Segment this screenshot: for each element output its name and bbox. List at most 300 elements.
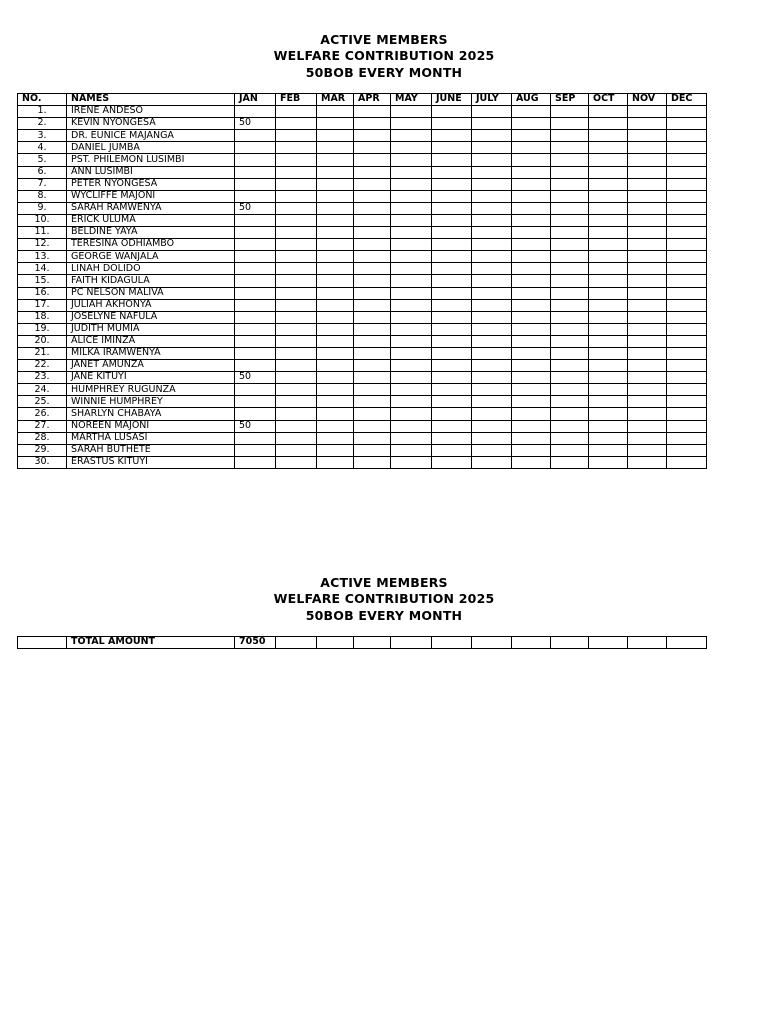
contribution-cell <box>391 202 432 214</box>
contribution-cell <box>432 202 472 214</box>
contribution-cell <box>667 214 707 226</box>
contribution-cell <box>354 178 391 190</box>
contribution-cell <box>551 251 589 263</box>
contribution-cell <box>472 251 512 263</box>
contribution-cell <box>551 263 589 275</box>
contribution-cell <box>276 142 317 154</box>
contribution-cell <box>354 202 391 214</box>
contribution-cell <box>354 323 391 335</box>
contribution-cell <box>512 178 551 190</box>
contribution-cell <box>628 166 667 178</box>
table-row <box>18 384 707 396</box>
contribution-cell <box>512 384 551 396</box>
member-number: 20. <box>18 335 67 347</box>
contribution-cell <box>276 347 317 359</box>
column-header: APR <box>354 94 391 106</box>
member-number: 10. <box>18 214 67 226</box>
contribution-cell <box>235 251 276 263</box>
contribution-cell <box>317 384 354 396</box>
contribution-cell <box>628 275 667 287</box>
contribution-cell <box>391 408 432 420</box>
contribution-cell <box>472 118 512 130</box>
member-name: SARAH BUTHETE <box>67 444 235 456</box>
contribution-cell <box>276 227 317 239</box>
contribution-cell <box>317 420 354 432</box>
contribution-cell <box>391 239 432 251</box>
column-header: SEP <box>551 94 589 106</box>
contribution-cell <box>276 323 317 335</box>
contribution-cell <box>551 444 589 456</box>
member-name: ERASTUS KITUYI <box>67 456 235 468</box>
contribution-cell <box>667 166 707 178</box>
member-name: NOREEN MAJONI <box>67 420 235 432</box>
contribution-cell <box>235 227 276 239</box>
contribution-cell <box>472 130 512 142</box>
table-row <box>18 251 707 263</box>
contribution-cell <box>317 154 354 166</box>
contribution-cell <box>354 456 391 468</box>
contribution-cell <box>432 396 472 408</box>
member-number: 1. <box>18 106 67 118</box>
contribution-cell <box>391 263 432 275</box>
heading-rate: 50BOB EVERY MONTH <box>305 64 463 80</box>
member-name: BELDINE YAYA <box>67 227 235 239</box>
contribution-cell <box>432 456 472 468</box>
contribution-cell <box>667 420 707 432</box>
contribution-cell <box>472 360 512 372</box>
total-amount-cell <box>432 637 472 649</box>
column-header: NO. <box>18 94 67 106</box>
contribution-cell <box>667 299 707 311</box>
document-heading <box>0 32 768 81</box>
contribution-cell <box>317 347 354 359</box>
contribution-cell <box>667 178 707 190</box>
contribution-cell <box>391 396 432 408</box>
contribution-cell <box>391 106 432 118</box>
contribution-cell <box>667 202 707 214</box>
member-number: 5. <box>18 154 67 166</box>
contribution-cell <box>667 142 707 154</box>
contribution-cell <box>432 130 472 142</box>
contribution-cell <box>551 214 589 226</box>
contribution-cell <box>235 408 276 420</box>
member-number: 8. <box>18 190 67 202</box>
contribution-cell <box>276 130 317 142</box>
contribution-cell <box>432 178 472 190</box>
total-amount-cell <box>354 637 391 649</box>
contribution-cell <box>276 311 317 323</box>
contribution-cell <box>589 239 628 251</box>
contribution-cell <box>472 396 512 408</box>
contribution-cell <box>432 384 472 396</box>
contribution-cell <box>512 166 551 178</box>
contribution-cell <box>472 227 512 239</box>
contribution-cell <box>512 335 551 347</box>
contribution-cell <box>472 106 512 118</box>
contribution-cell <box>354 432 391 444</box>
contribution-cell <box>235 275 276 287</box>
contribution-cell <box>667 444 707 456</box>
contribution-cell <box>472 444 512 456</box>
contribution-cell <box>551 456 589 468</box>
contribution-cell <box>667 251 707 263</box>
contribution-cell <box>472 239 512 251</box>
contribution-cell <box>551 432 589 444</box>
contribution-cell <box>235 106 276 118</box>
contribution-cell <box>512 202 551 214</box>
contribution-cell <box>667 456 707 468</box>
document-heading-repeat <box>0 575 768 624</box>
contribution-cell <box>667 384 707 396</box>
contribution-cell <box>512 251 551 263</box>
contribution-cell <box>628 106 667 118</box>
contribution-cell <box>551 287 589 299</box>
contribution-cell <box>472 456 512 468</box>
table-row <box>18 287 707 299</box>
contribution-cell <box>317 178 354 190</box>
contribution-cell <box>317 360 354 372</box>
contribution-cell <box>391 360 432 372</box>
contribution-cell <box>628 408 667 420</box>
column-header: MAY <box>391 94 432 106</box>
contribution-cell <box>512 372 551 384</box>
contribution-cell <box>391 299 432 311</box>
total-amount-cell <box>391 637 432 649</box>
contribution-cell <box>276 396 317 408</box>
contribution-cell <box>391 190 432 202</box>
contribution-cell <box>391 130 432 142</box>
contribution-cell <box>512 444 551 456</box>
member-number: 19. <box>18 323 67 335</box>
total-amount-cell <box>589 637 628 649</box>
contribution-cell <box>235 432 276 444</box>
table-row <box>18 239 707 251</box>
member-number: 27. <box>18 420 67 432</box>
contribution-cell <box>589 178 628 190</box>
contribution-cell <box>667 360 707 372</box>
contribution-cell <box>235 311 276 323</box>
contribution-cell: 50 <box>235 420 276 432</box>
contribution-cell <box>589 396 628 408</box>
contribution-cell <box>512 118 551 130</box>
contribution-cell <box>235 154 276 166</box>
contribution-cell <box>276 384 317 396</box>
contribution-cell <box>276 275 317 287</box>
contribution-cell <box>589 347 628 359</box>
contribution-cell <box>235 190 276 202</box>
contribution-cell <box>551 118 589 130</box>
contribution-cell <box>472 154 512 166</box>
contribution-cell <box>472 384 512 396</box>
contribution-cell <box>235 347 276 359</box>
contribution-cell <box>276 287 317 299</box>
contribution-cell <box>391 251 432 263</box>
table-row <box>18 202 707 214</box>
contribution-cell <box>276 214 317 226</box>
heading-subtitle: WELFARE CONTRIBUTION 2025 <box>273 591 495 607</box>
contribution-cell <box>667 275 707 287</box>
contribution-cell <box>551 190 589 202</box>
contribution-cell <box>432 275 472 287</box>
contribution-cell <box>354 142 391 154</box>
member-number: 16. <box>18 287 67 299</box>
contribution-cell <box>317 372 354 384</box>
members-table <box>17 93 707 469</box>
contribution-cell <box>317 142 354 154</box>
contribution-cell <box>276 420 317 432</box>
contribution-cell <box>472 372 512 384</box>
member-number: 24. <box>18 384 67 396</box>
contribution-cell <box>432 214 472 226</box>
contribution-cell <box>391 384 432 396</box>
contribution-cell <box>235 239 276 251</box>
contribution-cell <box>354 154 391 166</box>
contribution-cell <box>235 444 276 456</box>
contribution-cell <box>391 118 432 130</box>
contribution-cell <box>432 335 472 347</box>
table-row <box>18 432 707 444</box>
contribution-cell <box>354 335 391 347</box>
contribution-cell <box>628 227 667 239</box>
contribution-cell <box>276 166 317 178</box>
contribution-cell <box>317 118 354 130</box>
contribution-cell <box>628 190 667 202</box>
contribution-cell <box>589 372 628 384</box>
contribution-cell <box>589 106 628 118</box>
member-name: DANIEL JUMBA <box>67 142 235 154</box>
member-number: 12. <box>18 239 67 251</box>
contribution-cell <box>391 372 432 384</box>
contribution-cell <box>391 456 432 468</box>
contribution-cell <box>551 360 589 372</box>
contribution-cell <box>432 118 472 130</box>
contribution-cell <box>472 214 512 226</box>
contribution-cell <box>512 190 551 202</box>
member-number: 14. <box>18 263 67 275</box>
contribution-cell <box>472 420 512 432</box>
contribution-cell <box>589 154 628 166</box>
column-header: OCT <box>589 94 628 106</box>
member-name: WYCLIFFE MAJONI <box>67 190 235 202</box>
contribution-cell <box>432 347 472 359</box>
contribution-cell <box>628 251 667 263</box>
member-number: 6. <box>18 166 67 178</box>
contribution-cell <box>628 335 667 347</box>
contribution-cell <box>667 263 707 275</box>
contribution-cell <box>391 420 432 432</box>
contribution-cell <box>667 227 707 239</box>
contribution-cell <box>235 178 276 190</box>
contribution-cell <box>432 360 472 372</box>
column-header: JUNE <box>432 94 472 106</box>
contribution-cell <box>551 106 589 118</box>
contribution-cell <box>235 360 276 372</box>
member-name: PC NELSON MALIVA <box>67 287 235 299</box>
contribution-cell: 50 <box>235 202 276 214</box>
contribution-cell <box>589 444 628 456</box>
column-header: NOV <box>628 94 667 106</box>
contribution-cell <box>317 456 354 468</box>
total-table <box>17 636 707 649</box>
contribution-cell <box>512 287 551 299</box>
contribution-cell <box>589 214 628 226</box>
table-row <box>18 408 707 420</box>
contribution-cell <box>551 142 589 154</box>
contribution-cell <box>512 360 551 372</box>
contribution-cell <box>472 299 512 311</box>
contribution-cell <box>667 311 707 323</box>
contribution-cell <box>317 396 354 408</box>
contribution-cell <box>276 190 317 202</box>
member-name: TERESINA ODHIAMBO <box>67 239 235 251</box>
table-row <box>18 372 707 384</box>
contribution-cell <box>432 323 472 335</box>
contribution-cell <box>354 372 391 384</box>
contribution-cell <box>628 287 667 299</box>
contribution-cell <box>589 384 628 396</box>
table-row <box>18 118 707 130</box>
contribution-cell <box>551 202 589 214</box>
table-header-row <box>18 94 707 106</box>
contribution-cell <box>354 118 391 130</box>
contribution-cell <box>512 154 551 166</box>
contribution-cell <box>235 166 276 178</box>
contribution-cell <box>317 251 354 263</box>
contribution-cell <box>276 178 317 190</box>
total-amount-cell <box>628 637 667 649</box>
contribution-cell <box>432 251 472 263</box>
contribution-cell <box>235 396 276 408</box>
contribution-cell <box>512 227 551 239</box>
column-header: DEC <box>667 94 707 106</box>
contribution-cell <box>354 360 391 372</box>
contribution-cell <box>667 118 707 130</box>
contribution-cell <box>354 130 391 142</box>
member-name: IRENE ANDESO <box>67 106 235 118</box>
contribution-cell <box>391 227 432 239</box>
contribution-cell <box>354 263 391 275</box>
contribution-cell <box>628 432 667 444</box>
contribution-cell <box>628 202 667 214</box>
table-row <box>18 456 707 468</box>
contribution-cell <box>628 396 667 408</box>
heading-rate: 50BOB EVERY MONTH <box>305 607 463 623</box>
contribution-cell <box>589 360 628 372</box>
member-number: 23. <box>18 372 67 384</box>
contribution-cell <box>391 166 432 178</box>
table-row <box>18 190 707 202</box>
contribution-cell <box>628 456 667 468</box>
contribution-cell <box>628 263 667 275</box>
contribution-cell <box>589 251 628 263</box>
contribution-cell <box>589 311 628 323</box>
contribution-cell <box>354 384 391 396</box>
contribution-cell <box>354 444 391 456</box>
member-name: SARAH RAMWENYA <box>67 202 235 214</box>
member-number: 21. <box>18 347 67 359</box>
contribution-cell <box>235 323 276 335</box>
contribution-cell <box>628 118 667 130</box>
member-number: 11. <box>18 227 67 239</box>
contribution-cell <box>317 227 354 239</box>
contribution-cell <box>551 420 589 432</box>
contribution-cell <box>354 396 391 408</box>
contribution-cell <box>512 323 551 335</box>
contribution-cell <box>317 166 354 178</box>
contribution-cell <box>432 287 472 299</box>
contribution-cell <box>354 251 391 263</box>
member-number: 2. <box>18 118 67 130</box>
contribution-cell <box>432 227 472 239</box>
contribution-cell <box>317 130 354 142</box>
contribution-cell <box>317 275 354 287</box>
contribution-cell <box>391 444 432 456</box>
contribution-cell <box>276 456 317 468</box>
table-row <box>18 214 707 226</box>
contribution-cell <box>317 311 354 323</box>
contribution-cell <box>472 202 512 214</box>
contribution-cell <box>667 408 707 420</box>
contribution-cell <box>432 154 472 166</box>
contribution-cell <box>628 444 667 456</box>
contribution-cell <box>276 239 317 251</box>
contribution-cell <box>667 335 707 347</box>
member-name: SHARLYN CHABAYA <box>67 408 235 420</box>
contribution-cell <box>589 335 628 347</box>
contribution-cell <box>551 154 589 166</box>
contribution-cell <box>432 263 472 275</box>
contribution-cell <box>472 190 512 202</box>
contribution-cell <box>432 190 472 202</box>
contribution-cell <box>276 360 317 372</box>
contribution-cell <box>667 130 707 142</box>
contribution-cell <box>391 214 432 226</box>
contribution-cell <box>589 130 628 142</box>
contribution-cell <box>628 214 667 226</box>
contribution-cell <box>472 275 512 287</box>
table-row <box>18 311 707 323</box>
table-row <box>18 335 707 347</box>
contribution-cell <box>235 299 276 311</box>
table-row <box>18 263 707 275</box>
contribution-cell <box>317 444 354 456</box>
contribution-cell <box>354 166 391 178</box>
contribution-cell <box>551 130 589 142</box>
table-row <box>18 360 707 372</box>
contribution-cell <box>354 347 391 359</box>
contribution-cell <box>235 142 276 154</box>
contribution-cell <box>667 372 707 384</box>
contribution-cell <box>354 299 391 311</box>
contribution-cell <box>667 154 707 166</box>
contribution-cell <box>276 118 317 130</box>
contribution-cell <box>667 106 707 118</box>
contribution-cell <box>512 239 551 251</box>
total-amount-cell <box>667 637 707 649</box>
contribution-cell <box>551 323 589 335</box>
member-name: JULIAH AKHONYA <box>67 299 235 311</box>
contribution-cell <box>317 323 354 335</box>
contribution-cell <box>512 420 551 432</box>
contribution-cell <box>391 154 432 166</box>
contribution-cell <box>628 154 667 166</box>
contribution-cell <box>354 239 391 251</box>
contribution-cell <box>628 130 667 142</box>
contribution-cell <box>551 166 589 178</box>
total-number-cell <box>18 637 67 649</box>
contribution-cell <box>667 323 707 335</box>
contribution-cell <box>276 408 317 420</box>
